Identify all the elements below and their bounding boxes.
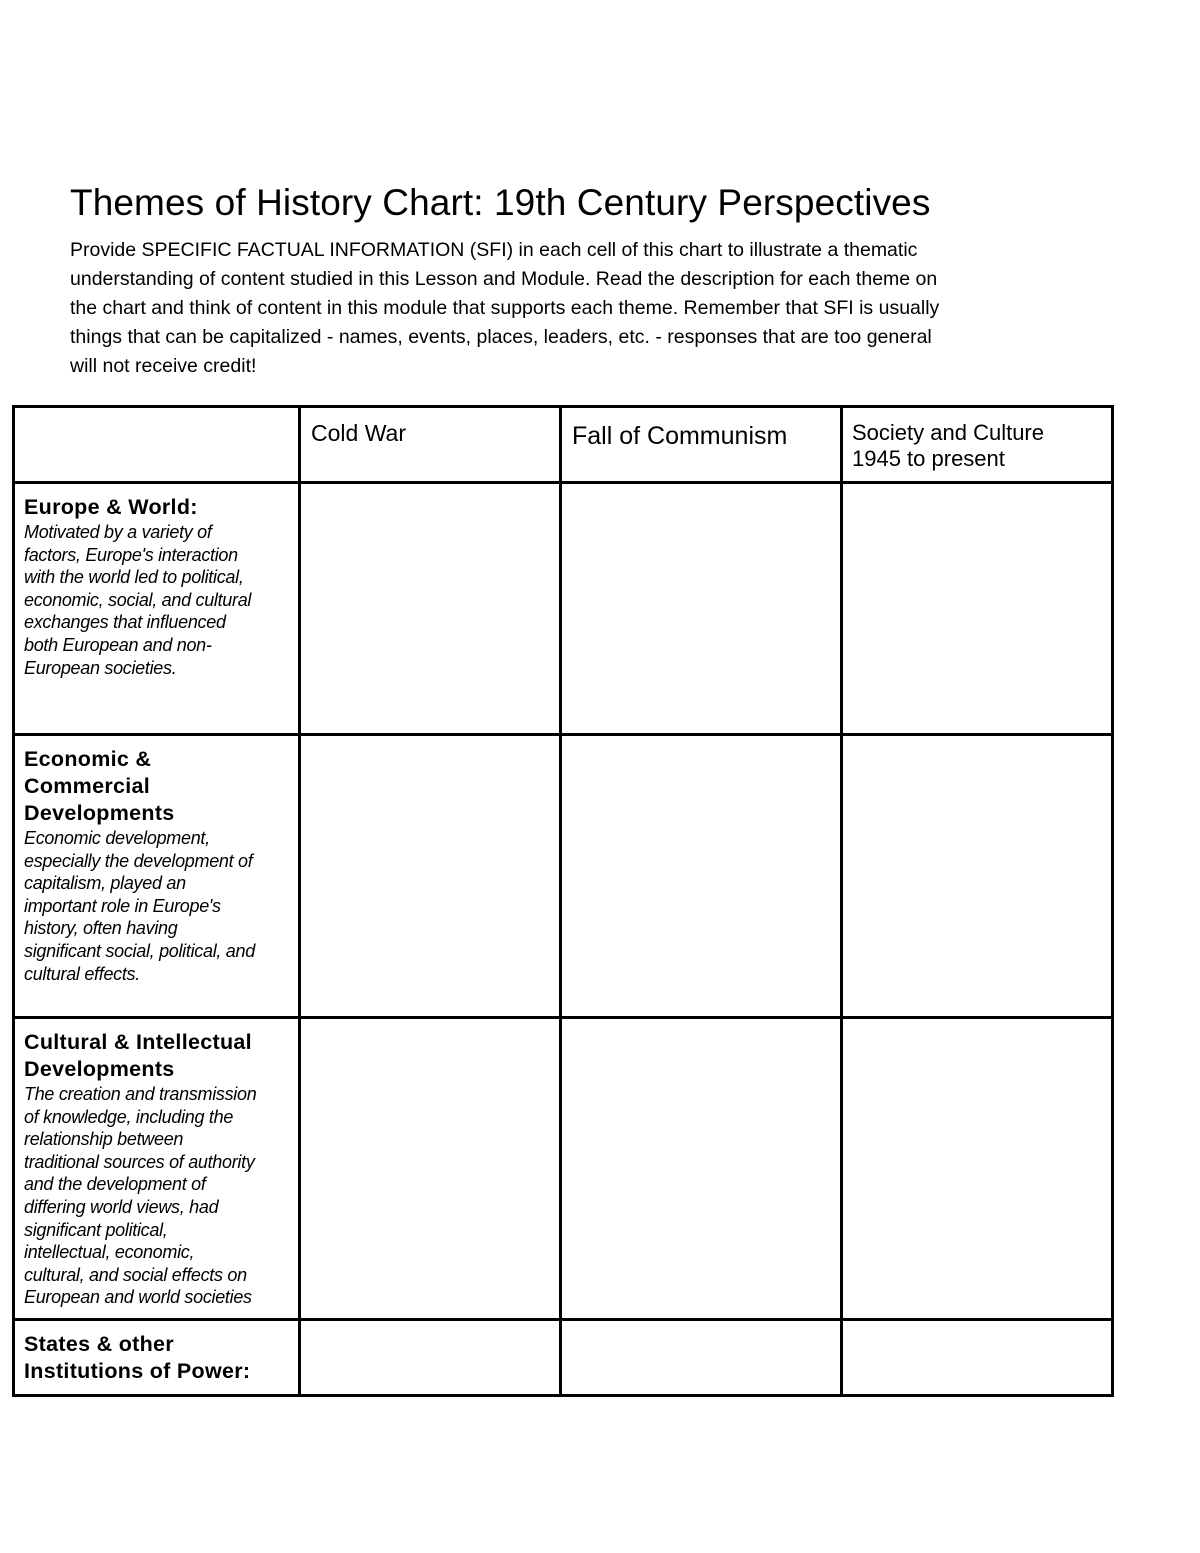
theme-description-line: exchanges that influenced (24, 612, 226, 633)
theme-description-line: cultural, and social effects on (24, 1264, 247, 1285)
theme-row-economic (14, 735, 1113, 1018)
theme-description (24, 827, 292, 985)
column-header-society-and-culture (842, 407, 1113, 483)
theme-description (24, 1083, 292, 1309)
instructions-line: will not receive credit! (70, 355, 257, 377)
answer-cell-economic-cold-war[interactable] (300, 735, 561, 1018)
instructions-line: Provide SPECIFIC FACTUAL INFORMATION (SFI) in each cell of this chart to illustrate a thematic (70, 239, 918, 261)
theme-name-line: Cultural & Intellectual (24, 1030, 252, 1054)
instructions-line: the chart and think of content in this module that supports each theme. Remember that SFI is usually (70, 297, 940, 319)
answer-cell-economic-fall-of-communism[interactable] (561, 735, 842, 1018)
page-title: Themes of History Chart: 19th Century Perspectives (70, 182, 931, 223)
theme-row-cultural (14, 1018, 1113, 1320)
theme-description-line: capitalism, played an (24, 873, 186, 894)
themes-chart-table (12, 405, 1114, 1397)
theme-description-line: both European and non- (24, 634, 212, 655)
answer-cell-europe-fall-of-communism[interactable] (561, 483, 842, 735)
theme-row-europe (14, 483, 1113, 735)
theme-name: Europe & World: (24, 495, 198, 519)
row-header-cultural (14, 1018, 300, 1320)
theme-description-line: significant political, (24, 1219, 168, 1240)
column-header-cold-war: Cold War (300, 407, 561, 483)
theme-name-line: Developments (24, 1057, 175, 1081)
answer-cell-economic-society-and-culture[interactable] (842, 735, 1113, 1018)
theme-description-line: differing world views, had (24, 1196, 219, 1217)
theme-name (24, 1331, 292, 1385)
theme-description-line: especially the development of (24, 850, 253, 871)
theme-description-line: The creation and transmission (24, 1084, 257, 1104)
answer-cell-europe-society-and-culture[interactable] (842, 483, 1113, 735)
theme-description-line: European and world societies (24, 1287, 252, 1308)
theme-description-line: factors, Europe's interaction (24, 544, 238, 565)
answer-cell-cultural-society-and-culture[interactable] (842, 1018, 1113, 1320)
instructions-line: things that can be capitalized - names, events, places, leaders, etc. - responses that are too general (70, 326, 932, 348)
theme-description-line: history, often having (24, 918, 178, 939)
theme-description-line: relationship between (24, 1129, 184, 1150)
theme-description (24, 521, 292, 679)
theme-description-line: European societies. (24, 657, 177, 678)
theme-description-line: of knowledge, including the (24, 1106, 234, 1127)
header-row (14, 407, 1113, 483)
theme-row-states (14, 1320, 1113, 1396)
theme-description-line: and the development of (24, 1174, 206, 1195)
row-header-economic (14, 735, 300, 1018)
answer-cell-states-fall-of-communism[interactable] (561, 1320, 842, 1396)
theme-description-line: Motivated by a variety of (24, 522, 212, 542)
corner-cell (14, 407, 300, 483)
column-header-fall-of-communism: Fall of Communism (561, 407, 842, 483)
theme-name-line: States & other (24, 1332, 174, 1356)
instructions (70, 236, 1070, 381)
answer-cell-states-cold-war[interactable] (300, 1320, 561, 1396)
theme-description-line: traditional sources of authority (24, 1151, 255, 1172)
column-header-line: Society and Culture (852, 420, 1044, 445)
theme-description-line: Economic development, (24, 828, 210, 848)
theme-description-line: intellectual, economic, (24, 1242, 195, 1263)
theme-name-line: Commercial (24, 774, 151, 798)
row-header-europe (14, 483, 300, 735)
answer-cell-cultural-cold-war[interactable] (300, 1018, 561, 1320)
theme-name (24, 1029, 292, 1083)
column-header-line: 1945 to present (852, 446, 1005, 471)
theme-name-line: Developments (24, 801, 175, 825)
theme-name-line: Institutions of Power: (24, 1359, 251, 1383)
theme-name (24, 746, 292, 827)
theme-name-line: Economic & (24, 747, 152, 771)
theme-description-line: economic, social, and cultural (24, 589, 252, 610)
answer-cell-europe-cold-war[interactable] (300, 483, 561, 735)
answer-cell-states-society-and-culture[interactable] (842, 1320, 1113, 1396)
theme-description-line: with the world led to political, (24, 567, 244, 588)
theme-description-line: important role in Europe's (24, 895, 221, 916)
theme-description-line: significant social, political, and (24, 940, 255, 961)
theme-description-line: cultural effects. (24, 963, 140, 984)
answer-cell-cultural-fall-of-communism[interactable] (561, 1018, 842, 1320)
row-header-states (14, 1320, 300, 1396)
instructions-line: understanding of content studied in this Lesson and Module. Read the description for each theme on (70, 268, 938, 290)
